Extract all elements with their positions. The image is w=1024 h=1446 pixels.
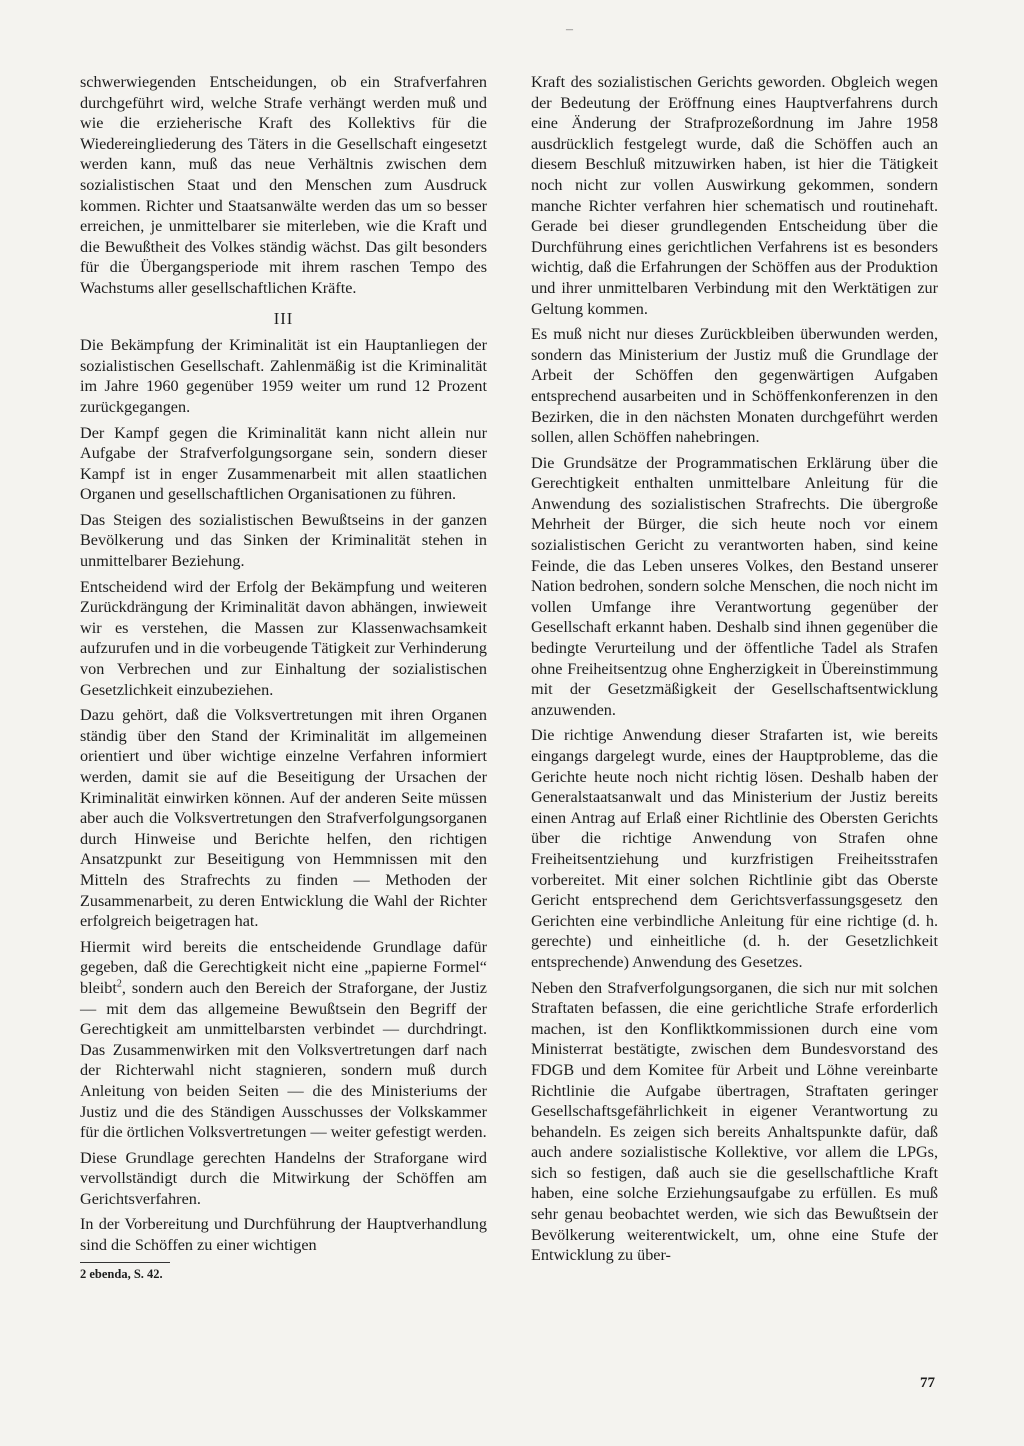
- top-mark: –: [566, 22, 573, 37]
- paragraph: Das Steigen des sozialistischen Bewußtseins in der ganzen Bevölkerung und das Sinken der Kriminalität stehen in unmittelbarer Beziehung.: [80, 510, 487, 571]
- paragraph: Der Kampf gegen die Kriminalität kann nicht allein nur Aufgabe der Strafverfolgungsorgane sein, sondern dieser Kampf ist in enger Zusammenarbeit mit allen staatlichen Organen und gesellschaftlichen Organisationen zu führen.: [80, 423, 487, 504]
- paragraph: schwerwiegenden Entscheidungen, ob ein Strafverfahren durchgeführt wird, welche Strafe verhängt werden muß und wie die erzieherische Kraft des Kollektivs für die Wiedereingliederung des Täters in die Gesellschaft eingesetzt werden kann, muß das neue Verhältnis zwischen dem sozialistischen Staat und den Menschen zum Ausdruck kommen. Richter und Staatsanwälte werden das um so besser erreichen, je unmittelbarer sie miterleben, wie die Kraft und die Bewußtheit des Volkes ständig wächst. Das gilt besonders für die Übergangsperiode mit ihrem raschen Tempo des Wachstums aller gesellschaftlichen Kräfte.: [80, 73, 487, 297]
- paragraph-text: , sondern auch den Bereich der Straforgane, der Justiz — mit dem das allgemeine Bewußtsein den Begriff der Gerechtigkeit am unmittelbarsten verbindet — durchdringt. Das Zusammenwirken mit den Volksvertretungen darf nach der Richterwahl nicht stagnieren, sondern muß durch Anleitung von beiden Seiten — die des Ministeriums der Justiz und die des Ständigen Ausschusses der Volkskammer für die örtlichen Volksvertretungen — weiter gefestigt werden.: [80, 978, 487, 1142]
- paragraph: In der Vorbereitung und Durchführung der Hauptverhandlung sind die Schöffen zu einer wichtigen: [80, 1215, 487, 1255]
- paragraph: Die richtige Anwendung dieser Strafarten ist, wie bereits eingangs dargelegt wurde, eines der Hauptprobleme, das die Gerichte heute noch nicht richtig lösen. Deshalb haben der Generalstaatsanwalt und das Ministerium der Justiz bereits einen Antrag auf Erlaß einer Richtlinie des Obersten Gerichts über die richtige Anwendung von Strafen ohne Freiheitsentziehung und kurzfristigen Freiheitsstrafen vorbereitet. Mit einer solchen Richtlinie gibt das Oberste Gericht entsprechend dem Gerichtsverfassungsgesetz den Gerichten eine verbindliche Anleitung für eine richtige (d. h. gerechte) und einheitliche (d. h. der Gesetzlichkeit entsprechende) Anwendung des Gesetzes.: [531, 726, 938, 971]
- paragraph-text: Hiermit wird bereits die entscheidende Grundlage dafür gegeben, daß die Gerechtigkeit nicht eine „papierne Formel“ bleibt: [80, 937, 487, 997]
- paragraph: Diese Grundlage gerechten Handelns der Straforgane wird vervollständigt durch die Mitwirkung der Schöffen am Gerichtsverfahren.: [80, 1148, 487, 1208]
- paragraph: Dazu gehört, daß die Volksvertretungen mit ihren Organen ständig über den Stand der Kriminalität im allgemeinen orientiert und über wichtige einzelne Verfahren informiert werden, damit sie auf die Beseitigung der Ursachen der Kriminalität einwirken können. Auf der anderen Seite müssen aber auch die Volksvertretungen den Strafverfolgungsorganen durch Hinweise und Berichte helfen, den richtigen Ansatzpunkt zur Beseitigung von Hemmnissen mit den Mitteln des Strafrechts zu finden — Methoden der Zusammenarbeit, zu deren Entwicklung die Wahl der Richter erfolgreich beigetragen hat.: [80, 706, 487, 931]
- paragraph: Kraft des sozialistischen Gerichts geworden. Obgleich wegen der Bedeutung der Eröffnung eines Hauptverfahrens durch eine Änderung der Strafprozeßordnung im Jahre 1958 ausdrücklich festgelegt wurde, daß die Schöffen auch an diesem Beschluß mitzuwirken haben, ist hier die Tätigkeit noch nicht zur vollen Auswirkung gekommen, sondern manche Richter verfahren hier schematisch und routinehaft. Gerade bei dieser grundlegenden Entscheidung über die Durchführung eines gerichtlichen Verfahrens ist es besonders wichtig, daß die Erfahrungen der Schöffen aus der Produktion und ihrer unmittelbaren Verbindung mit den Werktätigen zur Geltung kommen.: [531, 73, 938, 318]
- page-number: 77: [920, 1375, 935, 1391]
- paragraph: Entscheidend wird der Erfolg der Bekämpfung und weiteren Zurückdrängung der Kriminalität davon abhängen, inwieweit wir es verstehen, die Massen zur Klassenwachsamkeit aufzurufen und in die vorbeugende Tätigkeit zur Verhinderung von Verbrechen und zur Einhaltung der sozialistischen Gesetzlichkeit einzubeziehen.: [80, 577, 487, 699]
- paragraph: Die Grundsätze der Programmatischen Erklärung über die Gerechtigkeit enthalten unmittelbare Anleitung für die Anwendung des sozialistischen Strafrechts. Die übergroße Mehrheit der Bürger, die sich heute noch vor einem sozialistischen Gericht zu verantworten haben, sind keine Feinde, die das Leben unseres Volkes, den Bestand unserer Nation bedrohen, sondern solche Menschen, die noch nicht im vollen Umfange ihre Verantwortung gegenüber der Gesellschaft erkannt haben. Deshalb sind ihnen gegenüber die bedingte Verurteilung und der öffentliche Tadel als Strafen ohne Freiheitsentzug ohne Engherzigkeit in Übereinstimmung mit der Gesetzmäßigkeit der Gesellschaftsentwicklung anzuwenden.: [531, 453, 938, 719]
- section-heading: III: [273, 308, 294, 328]
- footnote: 2 ebenda, S. 42.: [80, 1266, 163, 1281]
- paragraph: Es muß nicht nur dieses Zurückbleiben überwunden werden, sondern das Ministerium der Justiz muß die Grundlage der Arbeit der Schöffen den gegenwärtigen Aufgaben entsprechend ausarbeiten und in Schöffenkonferenzen in den Bezirken, die in den nächsten Monaten durchgeführt werden sollen, allen Schöffen nahebringen.: [531, 325, 938, 447]
- footnote-divider: [80, 1262, 170, 1263]
- paragraph: [80, 937, 487, 1143]
- left-column: [80, 72, 487, 1282]
- right-column: [531, 72, 938, 1271]
- paragraph: Die Bekämpfung der Kriminalität ist ein Hauptanliegen der sozialistischen Gesellschaft. Zahlenmäßig ist die Kriminalität im Jahre 1960 gegenüber 1959 weiter um rund 12 Prozent zurückgegangen.: [80, 336, 487, 416]
- footnote-marker: 2: [116, 978, 122, 990]
- paragraph: Neben den Strafverfolgungsorganen, die sich nur mit solchen Straftaten befassen, die eine gerichtliche Strafe erforderlich machen, ist den Konfliktkommissionen durch eine vom Ministerrat bestätigte, zwischen dem Bundesvorstand des FDGB und dem Komitee für Arbeit und Löhne vereinbarte Richtlinie die Aufgabe übertragen, Straftaten geringer Gesellschaftsgefährlichkeit in eigener Verantwortung zu behandeln. Es zeigen sich bereits Anhaltspunkte dafür, daß auch andere sozialistische Kollektive, vor allem die LPGs, sich so festigen, daß auch sie die gesellschaftliche Kraft haben, eine solche Erziehungsaufgabe zu erfüllen. Es muß sehr genau beobachtet werden, wie sich das Bewußtsein der Bevölkerung weiterentwickelt, um, ohne eine Stufe der Entwicklung zu über-: [531, 978, 938, 1265]
